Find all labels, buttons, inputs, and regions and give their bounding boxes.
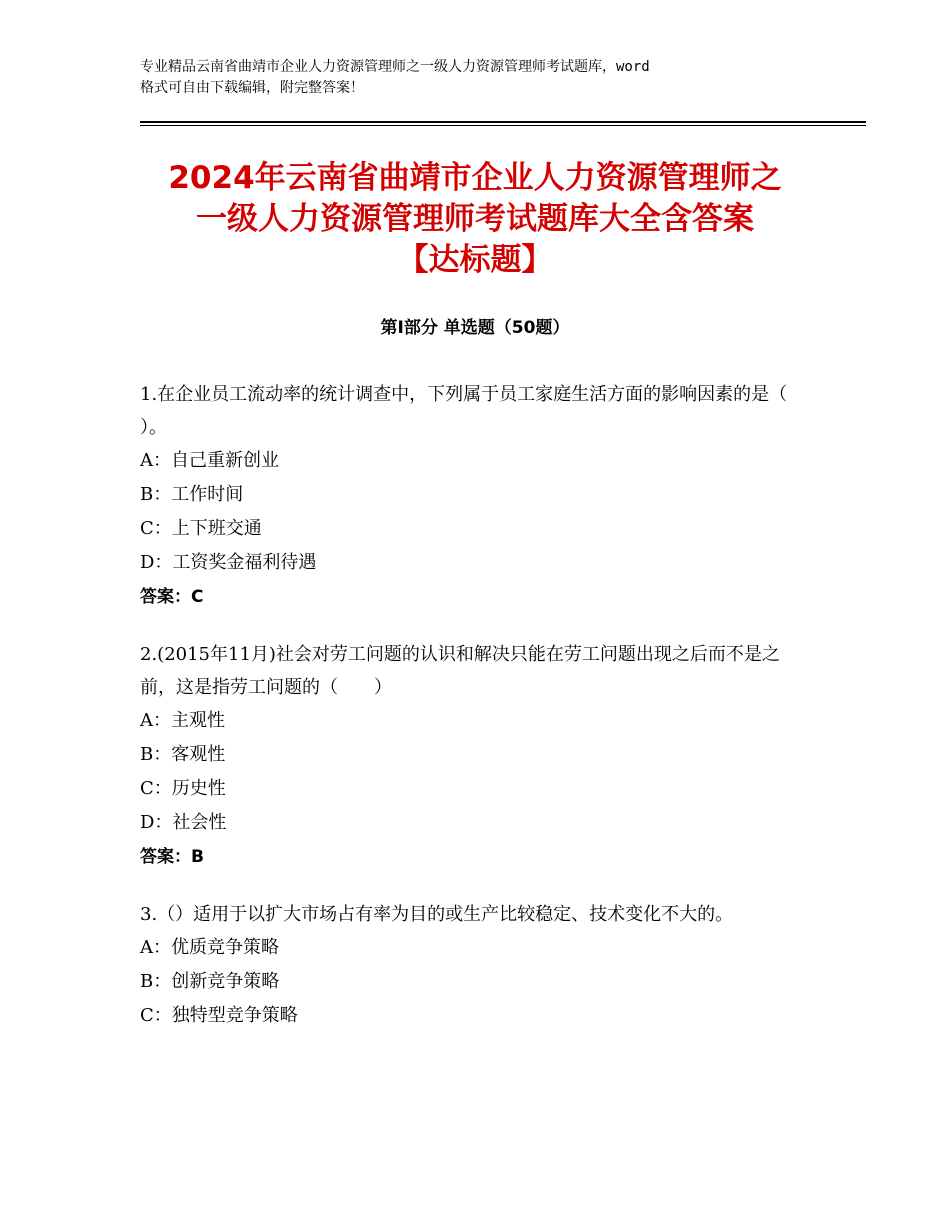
header-note — [140, 57, 830, 99]
option-c: C：上下班交通 — [140, 518, 262, 539]
question-text: 2.(2015年11月)社会对劳工问题的认识和解决只能在劳工问题出现之后而不是之前，这是指劳工问题的（ ） — [140, 644, 780, 698]
option-a: A：主观性 — [140, 710, 225, 731]
question-2 — [140, 638, 810, 874]
question-3 — [140, 898, 810, 1033]
option-a: A：优质竞争策略 — [140, 937, 279, 958]
question-text: 1.在企业员工流动率的统计调查中，下列属于员工家庭生活方面的影响因素的是（ ）。 — [140, 384, 788, 438]
title-line3: 【达标题】 — [397, 242, 553, 278]
option-b: B：客观性 — [140, 744, 226, 765]
part-heading: 第Ⅰ部分 单选题（50题） — [380, 318, 570, 338]
option-b: B：创新竞争策略 — [140, 971, 280, 992]
question-1 — [140, 378, 810, 614]
document-title — [100, 158, 850, 281]
question-text: 3.（）适用于以扩大市场占有率为目的或生产比较稳定、技术变化不大的。 — [140, 904, 734, 925]
question-list — [140, 378, 810, 1057]
answer: 答案：C — [140, 587, 204, 607]
title-line1: 2024年云南省曲靖市企业人力资源管理师之 — [168, 160, 782, 196]
option-c: C：历史性 — [140, 778, 226, 799]
option-c: C：独特型竞争策略 — [140, 1005, 298, 1026]
header-rule-thick — [140, 121, 866, 123]
title-line2: 一级人力资源管理师考试题库大全含答案 — [196, 201, 754, 237]
option-b: B：工作时间 — [140, 484, 244, 505]
option-d: D：社会性 — [140, 812, 227, 833]
header-note-line2: 格式可自由下载编辑，附完整答案！ — [140, 80, 364, 96]
header-note-line1: 专业精品云南省曲靖市企业人力资源管理师之一级人力资源管理师考试题库，word — [140, 59, 650, 75]
answer: 答案：B — [140, 847, 204, 867]
option-a: A：自己重新创业 — [140, 450, 279, 471]
header-rule-thin — [140, 125, 866, 126]
option-d: D：工资奖金福利待遇 — [140, 552, 317, 573]
